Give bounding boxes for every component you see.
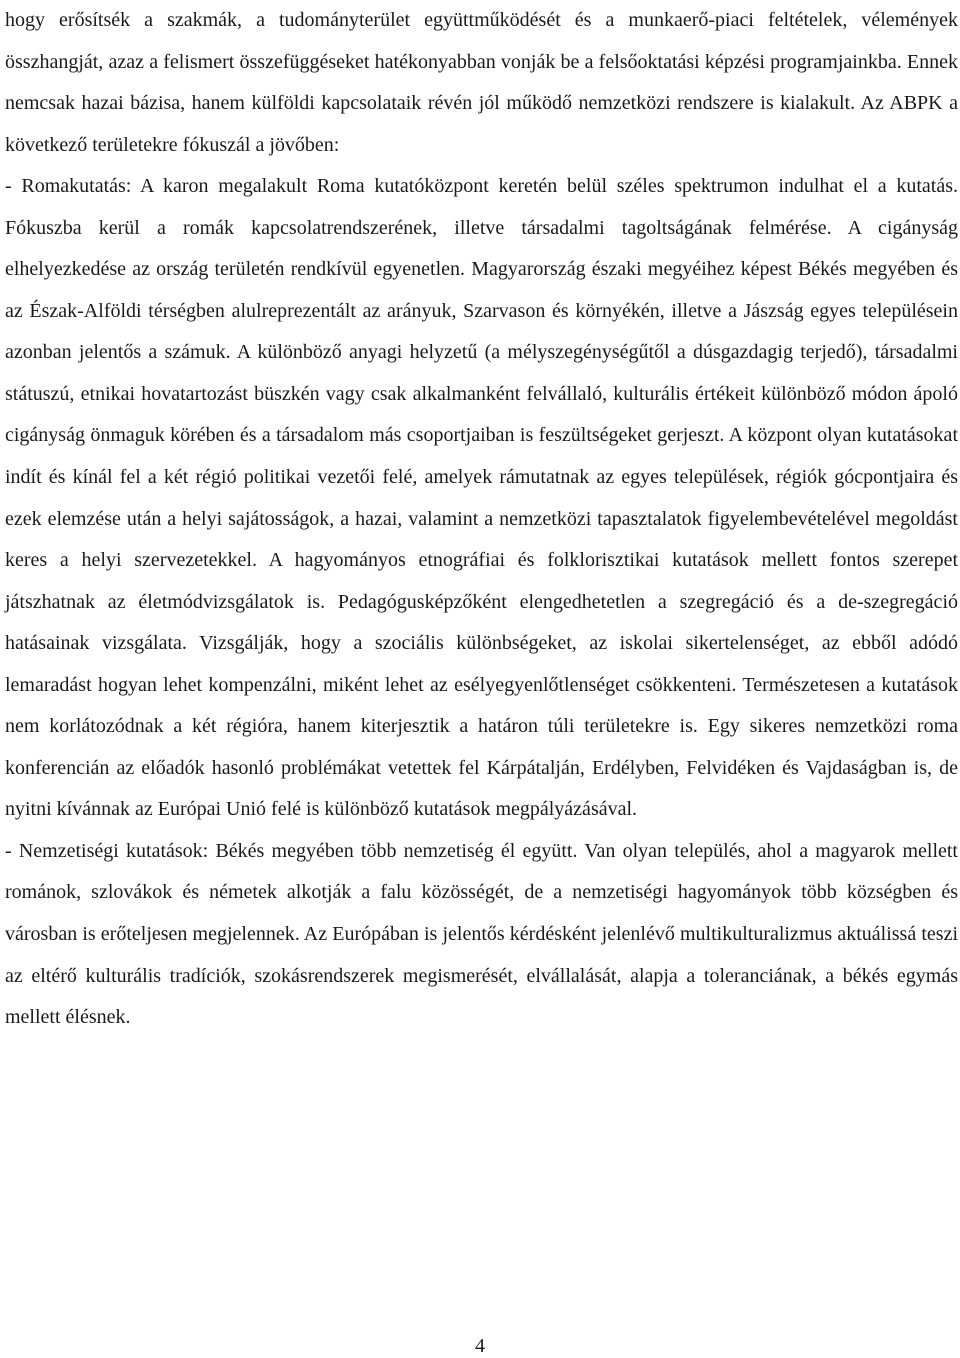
page-number: 4: [475, 1335, 485, 1357]
paragraph-roma-research: - Romakutatás: A karon megalakult Roma kutatóközpont keretén belül széles spektrumon indulhat el a kutatás. Fókuszba kerül a romák kapcsolatrendszerének, illetve társadalmi tagoltságának felmérése. A cigányság elhelyezkedése az ország területén rendkívül egyenetlen. Magyarország északi megyéihez képest Békés megyében és az Észak-Alföldi térségben alulreprezentált az arányuk, Szarvason és környékén, illetve a Jászság egyes településein azonban jelentős a számuk. A különböző anyagi helyzetű (a mélyszegénységűtől a dúsgazdagig terjedő), társadalmi státuszú, etnikai hovatartozást büszkén vagy csak alkalmanként felvállaló, kulturális értékeit különböző módon ápoló cigányság önmaguk körében és a társadalom más csoportjaiban is feszültségeket gerjeszt. A központ olyan kutatásokat indít és kínál fel a két régió politikai vezetői felé, amelyek rámutatnak az egyes települések, régiók gócpontjaira és ezek elemzése után a helyi sajátosságok, a hazai, valamint a nemzetközi tapasztalatok figyelembevételével megoldást keres a helyi szervezetekkel. A hagyományos etnográfiai és folklorisztikai kutatások mellett fontos szerepet játszhatnak az életmódvizsgálatok is. Pedagógusképzőként elengedhetetlen a szegregáció és a de-szegregáció hatásainak vizsgálata. Vizsgálják, hogy a szociális különbségeket, az iskolai sikertelenséget, az ebből adódó lemaradást hogyan lehet kompenzálni, miként lehet az esélyegyenlőtlenséget csökkenteni. Természetesen a kutatások nem korlátozódnak a két régióra, hanem kiterjesztik a határon túli területekre is. Egy sikeres nemzetközi roma konferencián az előadók hasonló problémákat vetettek fel Kárpátalján, Erdélyben, Felvidéken és Vajdaságban is, de nyitni kívánnak az Európai Unió felé is különböző kutatások megpályázásával.: [5, 175, 958, 821]
body-text: [5, 0, 958, 1039]
paragraph-nationality-research: - Nemzetiségi kutatások: Békés megyében több nemzetiség él együtt. Van olyan település, ahol a magyarok mellett románok, szlovákok és németek alkotják a falu közösségét, de a nemzetiségi hagyományok több községben és városban is erőteljesen megjelennek. Az Európában is jelentős kérdésként jelenlévő multikulturalizmus aktuálissá teszi az eltérő kulturális tradíciók, szokásrendszerek megismerését, elvállalását, alapja a toleranciának, a békés egymás mellett élésnek.: [5, 839, 958, 1029]
paragraph-intro: hogy erősítsék a szakmák, a tudományterület együttműködését és a munkaerő-piaci feltételek, vélemények összhangját, azaz a felismert összefüggéseket hatékonyabban vonják be a felsőoktatási képzési programjainkba. Ennek nemcsak hazai bázisa, hanem külföldi kapcsolataik révén jól működő nemzetközi rendszere is kialakult. Az ABPK a következő területekre fókuszál a jövőben:: [5, 9, 958, 156]
